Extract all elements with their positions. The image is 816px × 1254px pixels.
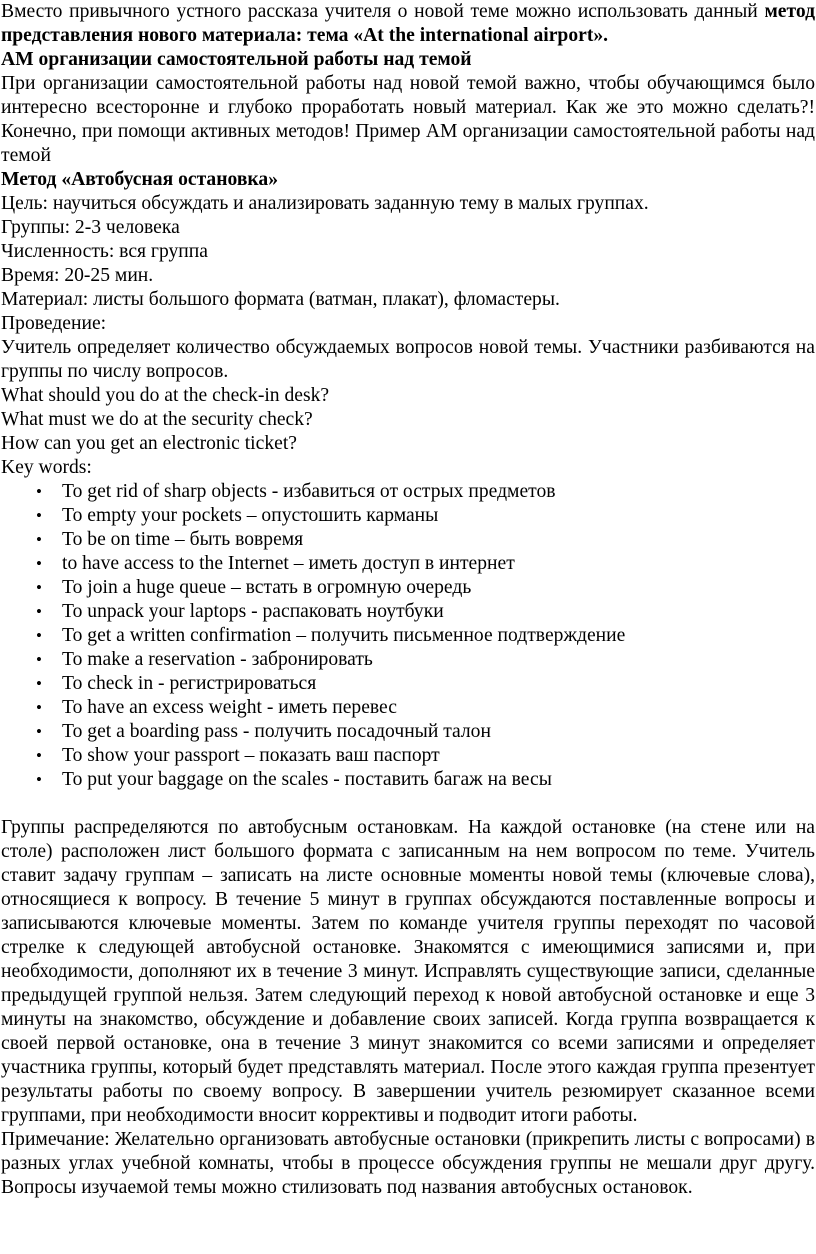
bullet-icon: • (36, 722, 42, 741)
keyword-text: To get a boarding pass - получить посадочный талон (62, 721, 491, 742)
method-title (1, 168, 815, 192)
keyword-text: To unpack your laptops - распаковать ноутбуки (62, 601, 444, 622)
procedure-label: Проведение: (1, 313, 107, 334)
list-item (1, 744, 815, 768)
keywords-list (1, 480, 815, 792)
spacer (1, 792, 815, 816)
keyword-text: To show your passport – показать ваш паспорт (62, 745, 440, 766)
list-item (1, 768, 815, 792)
intro-bold-text: метод представления нового материала: тема «At the international airport». (1, 1, 815, 46)
list-item (1, 576, 815, 600)
method-title-text: Метод «Автобусная остановка» (1, 169, 278, 190)
list-item (1, 600, 815, 624)
bullet-icon: • (36, 650, 42, 669)
keyword-text: To empty your pockets – опустошить карманы (62, 505, 439, 526)
method-goal: Цель: научиться обсуждать и анализировать заданную тему в малых группах. (1, 193, 649, 214)
list-item (1, 720, 815, 744)
bullet-icon: • (36, 602, 42, 621)
bullet-icon: • (36, 506, 42, 525)
intro-paragraph (1, 0, 815, 48)
method-groups: Группы: 2-3 человека (1, 217, 180, 238)
method-time: Время: 20-25 мин. (1, 265, 154, 286)
question-1: What should you do at the check-in desk? (1, 385, 330, 406)
bullet-icon: • (36, 626, 42, 645)
body-paragraph: Группы распределяются по автобусным остановкам. На каждой остановке (на стене или на столе) расположен лист большого формата с записанным на нем вопросом по теме. Учитель ставит задачу группам – записать на листе основные моменты новой темы (ключевые слова), относящиеся к вопросу. В течение 5 минут в группах обсуждаются поставленные вопросы и записываются ключевые моменты. Затем по команде учителя группы переходят по часовой стрелке к следующей автобусной остановке. Знакомятся с имеющимися записями и, при необходимости, дополняют их в течение 3 минут. Исправлять существующие записи, сделанные предыдущей группой нельзя. Затем следующий переход к новой автобусной остановке и еще 3 минуты на знакомство, обсуждение и добавление своих записей. Когда группа возвращается к своей первой остановке, она в течение 3 минут знакомится со всеми записями и определяет участника группы, который будет представлять материал. После этого каждая группа презентует результаты работы по своему вопросу. В завершении учитель резюмирует сказанное всеми группами, при необходимости вносит коррективы и подводит итоги работы. (1, 817, 815, 1126)
list-item (1, 672, 815, 696)
method-material: Материал: листы большого формата (ватман, плакат), фломастеры. (1, 289, 560, 310)
procedure-text: Учитель определяет количество обсуждаемых вопросов новой темы. Участники разбиваются на группы по числу вопросов. (1, 337, 815, 382)
keyword-text: To check in - регистрироваться (62, 673, 317, 694)
list-item (1, 480, 815, 504)
bullet-icon: • (36, 530, 42, 549)
keyword-text: To get a written confirmation – получить письменное подтверждение (62, 625, 626, 646)
keyword-text: To be on time – быть вовремя (62, 529, 304, 550)
intro-text: Вместо привычного устного рассказа учителя о новой теме можно использовать данный (1, 1, 765, 22)
am-heading (1, 48, 815, 72)
keyword-text: To make a reservation - забронировать (62, 649, 373, 670)
keyword-text: To put your baggage on the scales - поставить багаж на весы (62, 769, 552, 790)
list-item (1, 648, 815, 672)
keyword-text: To have an excess weight - иметь перевес (62, 697, 397, 718)
am-paragraph: При организации самостоятельной работы над новой темой важно, чтобы обучающимся было интересно всесторонне и глубоко проработать новый материал. Как же это можно сделать?! Конечно, при помощи активных методов! Пример АМ организации самостоятельной работы над темой (1, 73, 815, 166)
note-paragraph: Примечание: Желательно организовать автобусные остановки (прикрепить листы с вопросами) в разных углах учебной комнаты, чтобы в процессе обсуждения группы не мешали друг другу. Вопросы изучаемой темы можно стилизовать под названия автобусных остановок. (1, 1129, 815, 1198)
list-item (1, 504, 815, 528)
bullet-icon: • (36, 674, 42, 693)
keyword-text: To join a huge queue – встать в огромную очередь (62, 577, 472, 598)
list-item (1, 624, 815, 648)
method-count: Численность: вся группа (1, 241, 208, 262)
bullet-icon: • (36, 698, 42, 717)
question-2: What must we do at the security check? (1, 409, 313, 430)
question-3: How can you get an electronic ticket? (1, 433, 297, 454)
list-item (1, 528, 815, 552)
am-heading-text: АМ организации самостоятельной работы над темой (1, 49, 472, 70)
keywords-label: Key words: (1, 457, 92, 478)
bullet-icon: • (36, 578, 42, 597)
list-item (1, 696, 815, 720)
bullet-icon: • (36, 482, 42, 501)
keyword-text: To get rid of sharp objects - избавиться от острых предметов (62, 481, 556, 502)
bullet-icon: • (36, 746, 42, 765)
bullet-icon: • (36, 770, 42, 789)
bullet-icon: • (36, 554, 42, 573)
keyword-text: to have access to the Internet – иметь доступ в интернет (62, 553, 515, 574)
list-item (1, 552, 815, 576)
